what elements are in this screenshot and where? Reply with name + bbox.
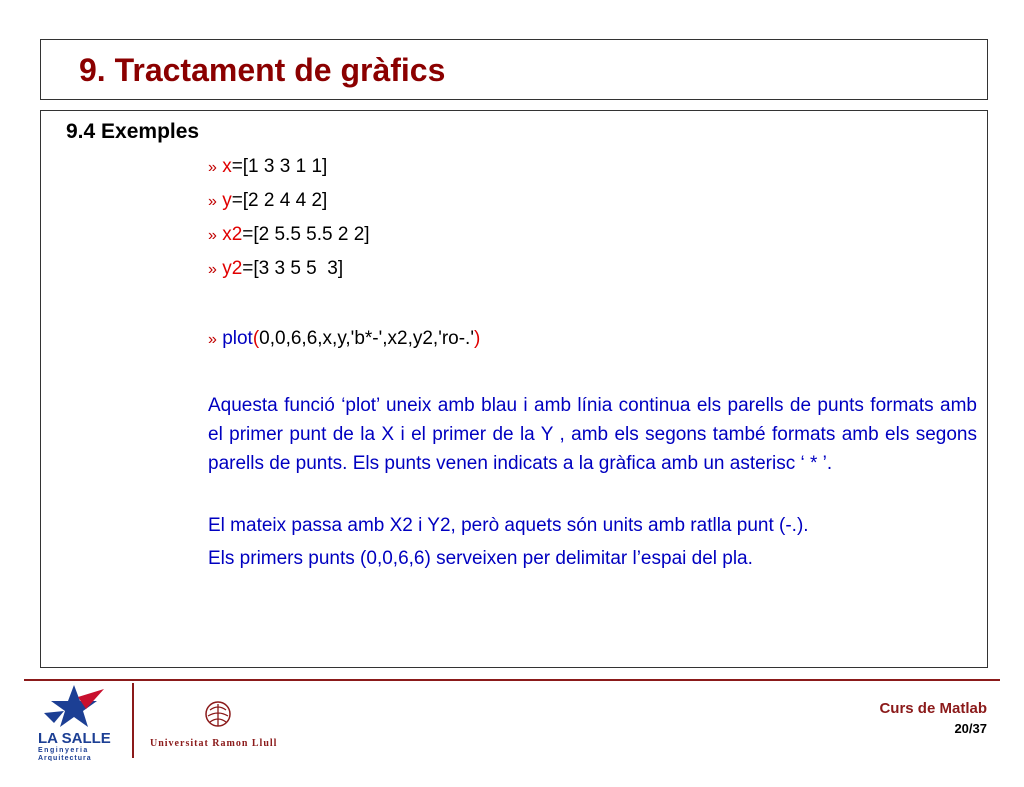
var-value: =[2 5.5 5.5 2 2] bbox=[242, 224, 370, 245]
section-heading: 9.4 Exemples bbox=[66, 120, 200, 143]
var-value: =[2 2 4 4 2] bbox=[231, 190, 328, 211]
code-line-plot bbox=[208, 328, 480, 350]
bullet-icon: » bbox=[208, 227, 217, 244]
var-name: x bbox=[222, 156, 232, 177]
title-box bbox=[40, 39, 988, 100]
logo-subtitle: Enginyeria bbox=[38, 747, 89, 754]
lasalle-logo bbox=[34, 683, 126, 766]
content-box bbox=[40, 110, 988, 668]
function-args: 0,0,6,6,x,y,'b*-',x2,y2,'ro-.' bbox=[259, 328, 474, 349]
var-value: =[1 3 3 1 1] bbox=[231, 156, 328, 177]
course-name: Curs de Matlab bbox=[879, 700, 987, 717]
bullet-icon: » bbox=[208, 331, 217, 348]
slide-title: 9. Tractament de gràfics bbox=[79, 52, 446, 88]
university-emblem-icon bbox=[148, 700, 288, 741]
description-paragraph: Els primers punts (0,0,6,6) serveixen per delimitar l’espai del pla. bbox=[208, 548, 753, 569]
bullet-icon: » bbox=[208, 159, 217, 176]
close-paren: ) bbox=[473, 328, 481, 349]
code-line-x bbox=[208, 156, 327, 178]
bullet-icon: » bbox=[208, 261, 217, 278]
var-name: x2 bbox=[222, 224, 243, 245]
footer-divider bbox=[132, 683, 134, 758]
footer-rule bbox=[24, 679, 1000, 681]
university-name: Universitat Ramon Llull bbox=[150, 738, 278, 749]
code-line-y2 bbox=[208, 258, 343, 280]
code-line-x2 bbox=[208, 224, 370, 246]
bullet-icon: » bbox=[208, 193, 217, 210]
page-number: 20/37 bbox=[954, 721, 987, 736]
function-name: plot bbox=[222, 328, 253, 349]
logo-subtitle: Arquitectura bbox=[38, 755, 92, 761]
open-paren: ( bbox=[252, 328, 260, 349]
description-paragraph: El mateix passa amb X2 i Y2, però aquets són units amb ratlla punt (-.). bbox=[208, 515, 809, 536]
var-name: y2 bbox=[222, 258, 243, 279]
var-name: y bbox=[222, 190, 232, 211]
code-line-y bbox=[208, 190, 327, 212]
description-paragraph: Aquesta funció ‘plot’ uneix amb blau i amb línia continua els parells de punts formats amb el primer punt de la X i el primer de la Y , amb els segons també formats amb els segons parells de punts. Els punts venen indicats a la gràfica amb un asterisc ‘ * ’. bbox=[208, 395, 977, 474]
logo-text: LA SALLE bbox=[38, 730, 111, 747]
var-value: =[3 3 5 5 3] bbox=[242, 258, 344, 279]
